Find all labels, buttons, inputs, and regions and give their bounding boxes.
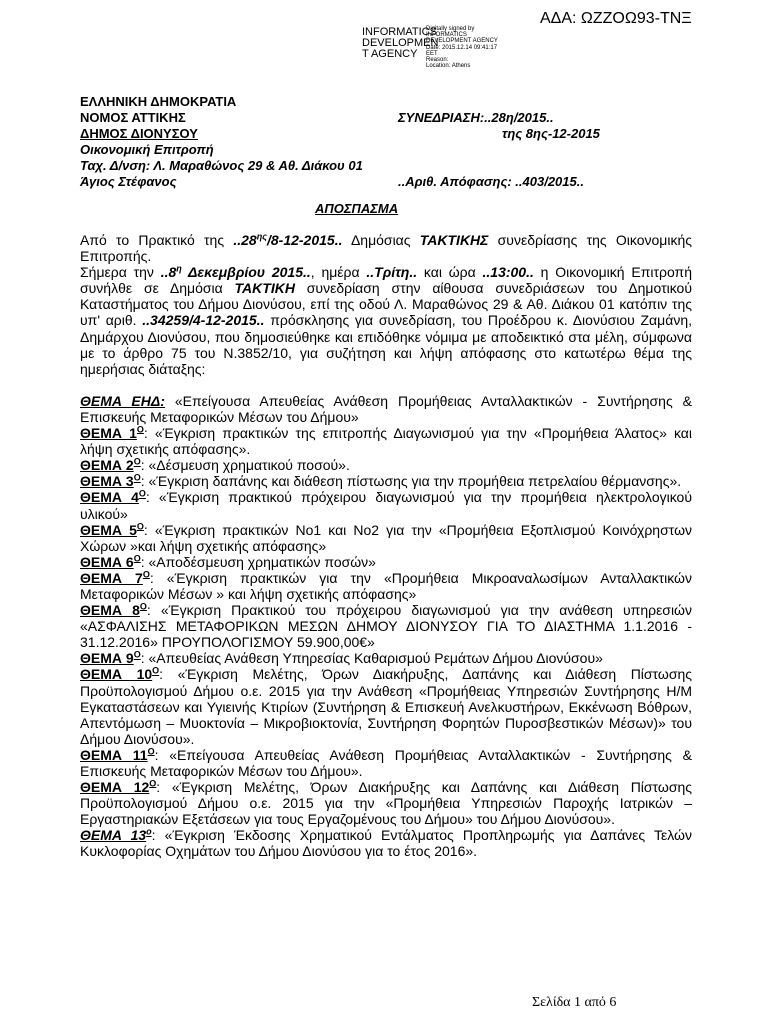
- signature-detail-line: Reason:: [426, 57, 449, 64]
- agenda-item: [80, 554, 692, 570]
- session-date: της 8ης-12-2015: [502, 126, 600, 141]
- agenda-item-label: ΘΕΜΑ 9: [80, 650, 134, 667]
- agenda-item-text: : «Απευθείας Ανάθεση Υπηρεσίας Καθαρισμού Ρεμάτων Δήμου Διονύσου»: [140, 650, 603, 667]
- agenda-list: [80, 393, 692, 860]
- agenda-item-text: : «Επείγουσα Απευθείας Ανάθεση Προμήθειας Ανταλλακτικών - Συντήρησης & Επισκευής Μεταφορικών Μέσων του Δήμου».: [80, 746, 692, 779]
- signature-detail-line: Location: Athens: [426, 63, 471, 70]
- intro-paragraph-1: Από το Πρακτικό της $..28^{\eta\varsigma}/8-12-2015$.. Δημόσιας ΤΑΚΤΙΚΗΣ συνεδρίασης της Οικονομικής Επιτροπής.: [80, 231, 692, 265]
- header-right: [398, 110, 600, 190]
- agenda-item-label: ΘΕΜΑ 3: [80, 473, 134, 490]
- agenda-item-text: : «Έγκριση δαπάνης και διάθεση πίστωσης για την προμήθεια πετρελαίου θέρμανσης».: [140, 473, 682, 490]
- agenda-item: [80, 827, 692, 859]
- agenda-item-label: ΘΕΜΑ 11: [80, 746, 148, 763]
- decision-number: ..Αριθ. Απόφασης: ..403/2015..: [398, 174, 584, 189]
- agenda-item-ordinal: Ο: [133, 472, 141, 483]
- agenda-item-ordinal: ο: [146, 826, 152, 837]
- document-title: ΑΠΟΣΠΑΣΜΑ: [315, 201, 399, 216]
- agenda-item: [80, 747, 692, 779]
- agenda-item: [80, 666, 692, 746]
- agenda-item-label: ΘΕΜΑ ΕΗΔ:: [80, 392, 165, 409]
- agenda-item-ordinal: Ο: [136, 424, 144, 435]
- agenda-item-ordinal: Ο: [133, 553, 141, 564]
- agenda-item: [80, 473, 692, 489]
- agenda-item-ordinal: Ο: [133, 649, 141, 660]
- agenda-item: [80, 393, 692, 425]
- agenda-item-label: ΘΕΜΑ 7: [80, 569, 143, 586]
- agenda-item-ordinal: Ο: [136, 520, 144, 531]
- agenda-item: [80, 457, 692, 473]
- signature-org-line: INFORMATICS: [362, 26, 437, 38]
- agenda-item-label: ΘΕΜΑ 6: [80, 553, 134, 570]
- agenda-item-ordinal: Ο: [138, 488, 146, 499]
- intro-paragraph-2: Σήμερα την $..8^\eta$ Δεκεμβρίου 2015.., ημέρα ..Τρίτη.. και ώρα ..13:00.. η Οικονομική Επιτροπή συνήλθε σε Δημόσια ΤΑΚΤΙΚΗ συνεδρίαση στην αίθουσα συνεδριάσεων του Δημοτικού Καταστήματος του Δήμου Διονύσου, επί της οδού Λ. Μαραθώνος 29 & Αθ. Διάκου 01 κατόπιν της υπ' αριθ. ..34259/4-12-2015.. πρόσκλησης για συνεδρίαση, του Προέδρου κ. Διονύσιου Ζαμάνη, Δημάρχου Διονύσου, που δημοσιεύθηκε και επιδόθηκε νόμιμα με αποδεικτικό στα μέλη, σύμφωνα με το άρθρο 75 του Ν.3852/10, για συζήτηση και λήψη απόφασης στο κατωτέρω θέμα της ημερήσιας διάταξης:: [80, 263, 692, 377]
- agenda-item-text: : «Έγκριση Έκδοσης Χρηματικού Εντάλματος Προπληρωμής για Δαπάνες Τελών Κυκλοφορίας Οχημάτων του Δήμου Διονύσου για το έτος 2016».: [80, 827, 692, 860]
- signature-detail-line: DEVELOPMENT AGENCY: [426, 38, 498, 45]
- agenda-item-text: : «Έγκριση πρακτικού πρόχειρου διαγωνισμού για την προμήθεια ηλεκτρολογικού υλικού»: [80, 489, 692, 522]
- header-left: [80, 94, 363, 190]
- agenda-item-label: ΘΕΜΑ 8: [80, 602, 140, 619]
- agenda-item-label: ΘΕΜΑ 4: [80, 489, 139, 506]
- agenda-item: [80, 522, 692, 554]
- agenda-item-label: ΘΕΜΑ 13: [80, 827, 147, 844]
- agenda-item-ordinal: Ο: [149, 778, 157, 789]
- agenda-item: [80, 602, 692, 650]
- agenda-item: [80, 425, 692, 457]
- agenda-item: [80, 489, 692, 521]
- municipality-label: ΔΗΜΟΣ ΔΙΟΝΥΣΟΥ: [80, 126, 198, 141]
- agenda-item-text: «Επείγουσα Απευθείας Ανάθεση Προμήθειας Ανταλλακτικών - Συντήρησης & Επισκευής Μεταφορικών Μέσων του Δήμου»: [80, 392, 692, 425]
- signature-detail-line: EET: [426, 50, 438, 57]
- agenda-item-label: ΘΕΜΑ 10: [80, 666, 153, 683]
- agenda-item-label: ΘΕΜΑ 1: [80, 425, 137, 442]
- agenda-item-label: ΘΕΜΑ 12: [80, 779, 150, 796]
- signature-org-line: DEVELOPMEN: [362, 37, 439, 49]
- agenda-item-text: : «Αποδέσμευση χρηματικών ποσών»: [140, 553, 376, 570]
- republic-label: ΕΛΛΗΝΙΚΗ ΔΗΜΟΚΡΑΤΙΑ: [80, 94, 237, 109]
- agenda-item: [80, 570, 692, 602]
- prefecture-label: ΝΟΜΟΣ ΑΤΤΙΚΗΣ: [80, 110, 186, 125]
- agenda-item-text: : «Έγκριση Μελέτης, Όρων Διακήρυξης, Δαπάνης και Διάθεση Πίστωσης Προϋπολογισμού Δήμου ο.ε. 2015 για την Ανάθεση «Προμήθειας Υπηρεσιών Συντήρησης Η/Μ Εγκαταστάσεων και Υγιεινής Κτιρίων (Συντήρηση & Επισκευή Ανελκυστήρων, Εκκένωση Βόθρων, Απεντόμωση – Μυοκτονία – Μικροβιοκτονία, Συντήρηση Φορητών Πυροσβεστικών Μέσων)» του Δήμου Διονύσου».: [80, 666, 692, 747]
- ada-code: ΑΔΑ: ΩΖΖΟΩ93-ΤΝΞ: [540, 10, 692, 27]
- agenda-item-text: : «Έγκριση Μελέτης, Όρων Διακήρυξης και Δαπάνης και Διάθεση Πίστωσης Προϋπολογισμού Δήμου ο.ε. 2015 για την «Προμήθεια Υπηρεσιών Παροχής Ιατρικών – Εργαστηριακών Εξετάσεων για τους Εργαζομένους του Δήμου» του Δήμου Διονύσου».: [80, 779, 692, 828]
- agenda-item-ordinal: Ο: [147, 746, 155, 757]
- agenda-item-text: : «Έγκριση Πρακτικού του πρόχειρου διαγωνισμού για την ανάθεση υπηρεσιών «ΑΣΦΑΛΙΣΗΣ ΜΕΤΑΦΟΡΙΚΩΝ ΜΕΣΩΝ ΔΗΜΟΥ ΔΙΟΝΥΣΟΥ ΓΙΑ ΤΟ ΔΙΑΣΤΗΜΑ 1.1.2016 - 31.12.2016» ΠΡΟΥΠΟΛΟΓΙΣΜΟΥ 59.900,00€»: [80, 602, 692, 651]
- agenda-item-text: : «Έγκριση πρακτικών για την «Προμήθεια Μικροαναλωσίμων Ανταλλακτικών Μεταφορικών Μέσων » και λήψη σχετικής απόφασης»: [80, 569, 692, 602]
- address-label: Ταχ. Δ/νση: Λ. Μαραθώνος 29 & Αθ. Διάκου 01: [80, 158, 363, 173]
- signature-org-line: T AGENCY: [362, 48, 418, 60]
- agenda-item-label: ΘΕΜΑ 2: [80, 457, 134, 474]
- agenda-item-ordinal: Ο: [142, 569, 150, 580]
- agenda-item: [80, 650, 692, 666]
- agenda-item: [80, 779, 692, 827]
- agenda-item-text: : «Έγκριση πρακτικών της επιτροπής Διαγωνισμού για την «Προμήθεια Άλατος» και λήψη σχετικής απόφασης».: [80, 425, 692, 458]
- committee-label: Οικονομική Επιτροπή: [80, 142, 214, 157]
- signature-detail-line: Digitally signed by: [426, 26, 475, 32]
- agenda-item-text: : «Δέσμευση χρηματικού ποσού».: [140, 457, 350, 474]
- agenda-item-ordinal: Ο: [152, 665, 160, 676]
- agenda-item-ordinal: Ο: [139, 601, 147, 612]
- city-label: Άγιος Στέφανος: [80, 174, 177, 189]
- signature-detail-line: INFORMATICS: [426, 32, 467, 39]
- session-label: ΣΥΝΕΔΡΙΑΣΗ:..28η/2015..: [398, 110, 554, 125]
- agenda-item-text: : «Έγκριση πρακτικών Νο1 και Νο2 για την «Προμήθεια Εξοπλισμού Κοινόχρηστων Χώρων »και λήψη σχετικής απόφασης»: [80, 521, 692, 554]
- agenda-item-ordinal: Ο: [133, 456, 141, 467]
- signature-detail-line: Date: 2015.12.14 09:41:17: [426, 44, 498, 51]
- signature-details: [426, 26, 498, 69]
- page-number: Σελίδα 1 από 6: [532, 995, 617, 1010]
- agenda-item-label: ΘΕΜΑ 5: [80, 521, 137, 538]
- document-body: [80, 232, 692, 860]
